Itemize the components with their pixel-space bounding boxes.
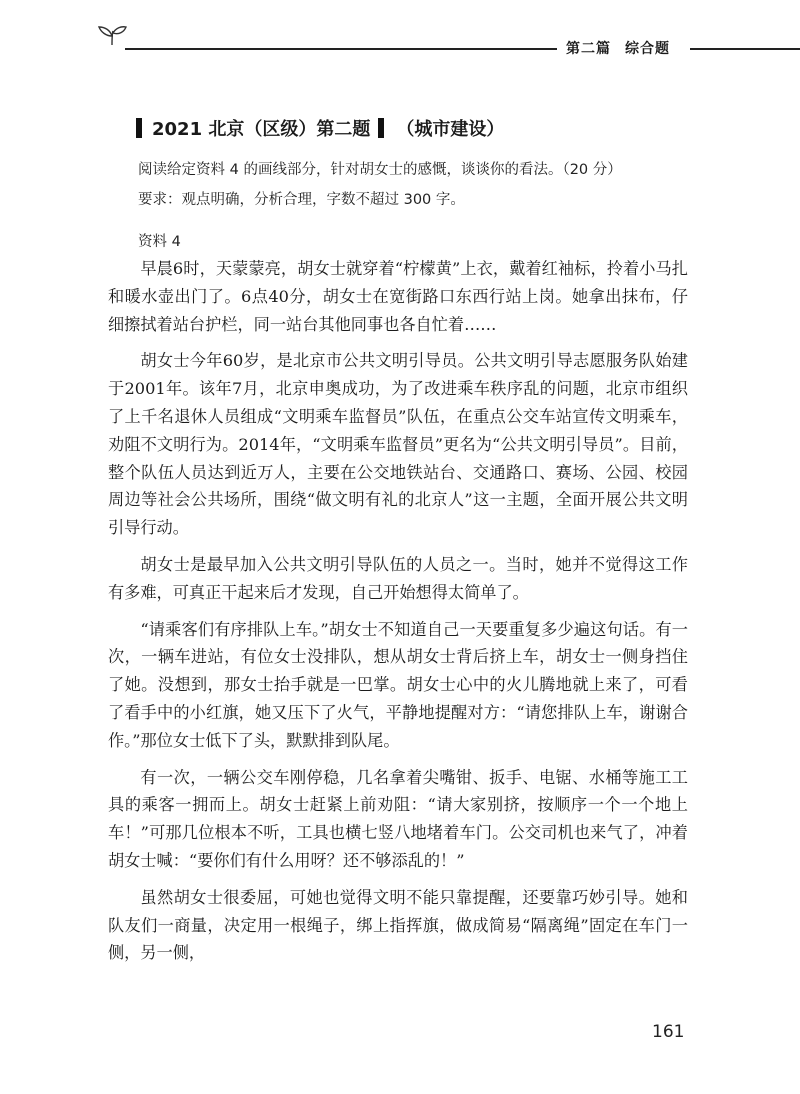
section-heading <box>136 114 504 142</box>
paragraph: “请乘客们有序排队上车。”胡女士不知道自己一天要重复多少遍这句话。有一次，一辆车进站，有位女士没排队，想从胡女士背后挤上车，胡女士一侧身挡住了她。没想到，那女士抬手就是一巴掌。胡女士心中的火儿腾地就上来了，可看了看手中的小红旗，她又压下了火气，平静地提醒对方：“请您排队上车，谢谢合作。”那位女士低下了头，默默排到队尾。 <box>108 619 688 750</box>
heading-subtitle: （城市建设） <box>396 119 505 140</box>
header-section: 第二篇 <box>566 41 611 57</box>
running-header <box>566 38 670 58</box>
paragraph: 早晨6时，天蒙蒙亮，胡女士就穿着“柠檬黄”上衣，戴着红袖标，拎着小马扎和暖水壶出门了。6点40分，胡女士在宽街路口东西行站上岗。她拿出抹布，仔细擦拭着站台护栏，同一站台其他同事也各自忙着…… <box>108 259 688 334</box>
heading-bar-left <box>136 118 142 138</box>
sprout-icon <box>96 24 128 46</box>
paragraph: 虽然胡女士很委屈，可她也觉得文明不能只靠提醒，还要靠巧妙引导。她和队友们一商量，决定用一根绳子，绑上指挥旗，做成简易“隔离绳”固定在车门一侧，另一侧， <box>108 887 688 963</box>
question-prompt: 阅读给定资料 4 的画线部分，针对胡女士的感慨，谈谈你的看法。（20 分） <box>138 162 622 178</box>
material-body <box>108 255 688 976</box>
header-category: 综合题 <box>625 41 670 57</box>
paragraph: 胡女士是最早加入公共文明引导队伍的人员之一。当时，她并不觉得这工作有多难，可真正干起来后才发现，自己开始想得太简单了。 <box>108 554 688 602</box>
heading-bar-right <box>378 118 384 138</box>
header-rule-right <box>690 48 800 50</box>
heading-title: 2021 北京（区级）第二题 <box>152 119 371 140</box>
page-number: 161 <box>652 1022 685 1042</box>
header-rule-left <box>125 48 557 50</box>
paragraph: 有一次，一辆公交车刚停稳，几名拿着尖嘴钳、扳手、电锯、水桶等施工工具的乘客一拥而上。胡女士赶紧上前劝阻：“请大家别挤，按顺序一个一个地上车！”可那几位根本不听，工具也横七竖八地堵着车门。公交司机也来气了，冲着胡女士喊：“要你们有什么用呀？还不够添乱的！” <box>108 767 688 870</box>
question-requirement: 要求：观点明确，分析合理，字数不超过 300 字。 <box>138 192 465 208</box>
paragraph: 胡女士今年60岁，是北京市公共文明引导员。公共文明引导志愿服务队始建于2001年。该年7月，北京申奥成功，为了改进乘车秩序乱的问题，北京市组织了上千名退休人员组成“文明乘车监督员”队伍，在重点公交车站宣传文明乘车，劝阻不文明行为。2014年，“文明乘车监督员”更名为“公共文明引导员”。目前，整个队伍人员达到近万人，主要在公交地铁站台、交通路口、赛场、公园、校园周边等社会公共场所，围绕“做文明有礼的北京人”这一主题，全面开展公共文明引导行动。 <box>108 351 688 538</box>
material-label: 资料 4 <box>138 234 181 250</box>
